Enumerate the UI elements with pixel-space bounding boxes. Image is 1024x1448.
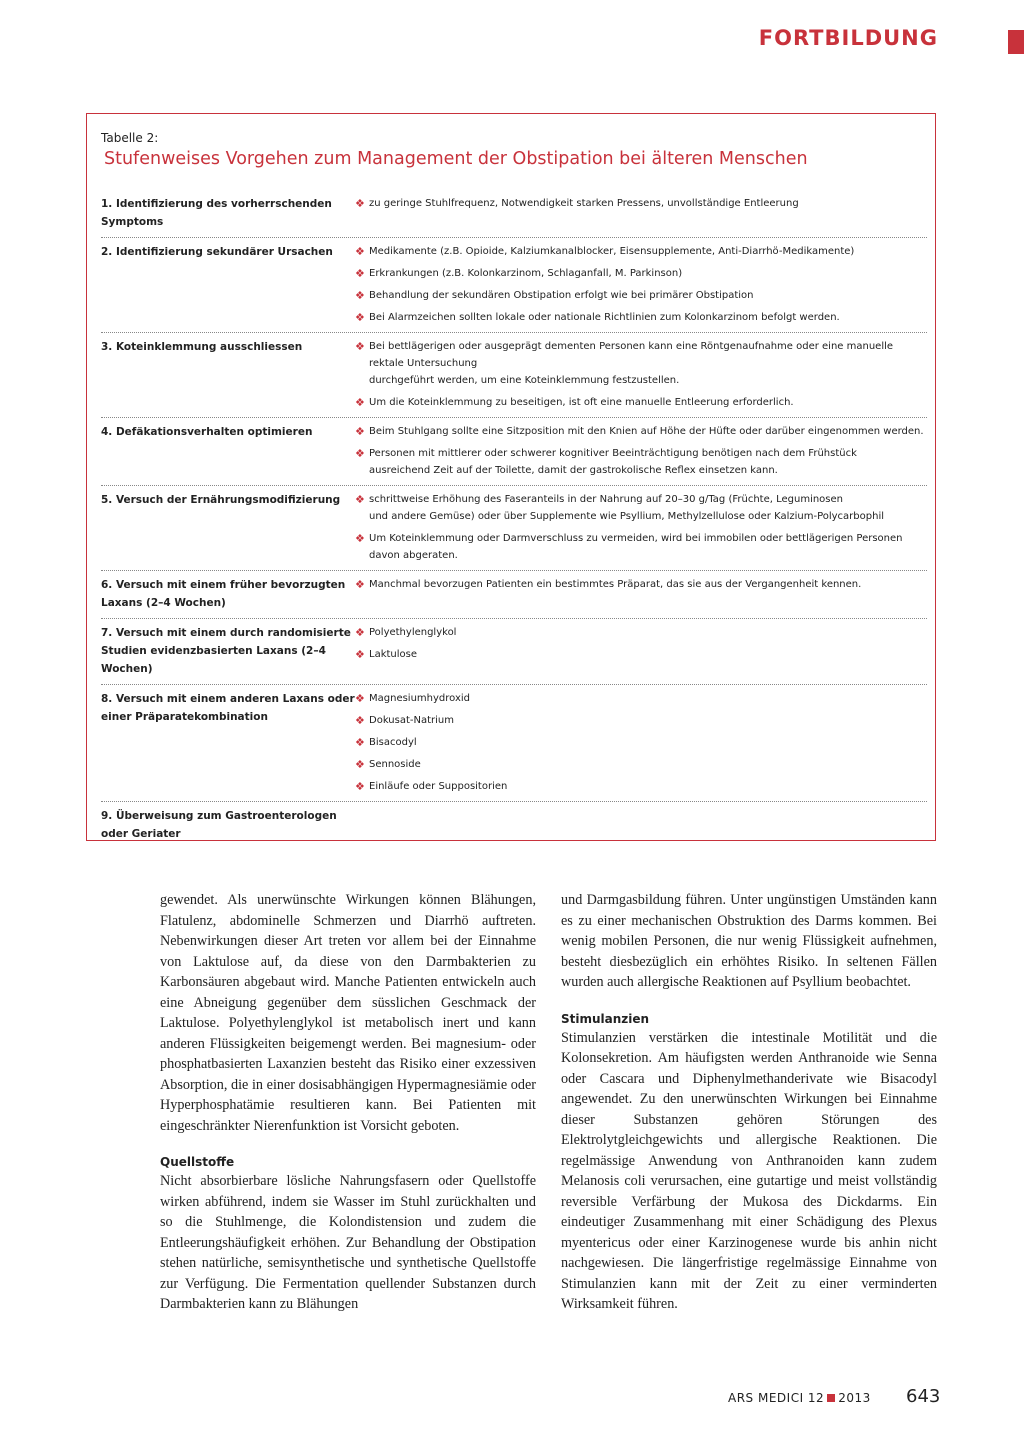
bullet-item — [355, 491, 927, 525]
bullet-item — [355, 287, 927, 304]
bullet-text: Um Koteinklemmung oder Darmverschluss zu vermeiden, wird bei immobilen oder bettlägerigen Personen davon abgeraten. — [369, 533, 903, 561]
step-label: 3. Koteinklemmung ausschliessen — [101, 341, 303, 353]
bullet-text: Beim Stuhlgang sollte eine Sitzposition mit den Knien auf Höhe der Hüfte oder darüber eingenommen werden. — [369, 426, 924, 437]
table-row — [101, 571, 927, 619]
diamond-bullet-icon: ❖ — [355, 267, 365, 280]
bullet-list — [355, 807, 927, 843]
bullet-text: Laktulose — [369, 649, 418, 660]
footer-square-icon — [827, 1394, 835, 1402]
table-row — [101, 619, 927, 685]
table-title: Stufenweises Vorgehen zum Management der Obstipation bei älteren Menschen — [104, 149, 808, 169]
diamond-bullet-icon: ❖ — [355, 425, 365, 438]
bullet-item — [355, 445, 927, 479]
paragraph: gewendet. Als unerwünschte Wirkungen können Blähungen, Flatulenz, abdominelle Schmerzen und Diarrhö auftreten. Nebenwirkungen dieser Art treten vor allem bei der Einnahme von Laktulose auf, da diese von den Darmbakterien zu Karbonsäuren abgebaut wird. Manche Patienten entwickeln auch eine Abneigung gegenüber dem süsslichen Geschmack der Laktulose. Polyethylenglykol ist metabolisch inert und kann anderen Flüssigkeiten beigemengt werden. Bei magnesium- oder phosphatbasierten Laxanzien besteht das Risiko einer exzessiven Absorption, die in einer dosisabhängigen Hypermagnesiämie oder Hyperphosphatämie resultieren kann. Bei Patienten mit eingeschränkter Nierenfunktion ist Vorsicht geboten. — [160, 892, 536, 1134]
diamond-bullet-icon: ❖ — [355, 447, 365, 460]
journal-footer — [728, 1391, 871, 1405]
bullet-list — [355, 195, 927, 231]
page-number: 643 — [906, 1386, 941, 1407]
bullet-list — [355, 690, 927, 795]
bullet-item — [355, 423, 927, 440]
bullet-item — [355, 624, 927, 641]
diamond-bullet-icon: ❖ — [355, 493, 365, 506]
table-row — [101, 333, 927, 418]
diamond-bullet-icon: ❖ — [355, 245, 365, 258]
bullet-text: Dokusat-Natrium — [369, 715, 455, 726]
bullet-item — [355, 646, 927, 663]
diamond-bullet-icon: ❖ — [355, 289, 365, 302]
step-label: 8. Versuch mit einem anderen Laxans oder einer Präparatekombination — [101, 693, 355, 723]
bullet-text: zu geringe Stuhlfrequenz, Notwendigkeit starken Pressens, unvollständige Entleerung — [369, 198, 799, 209]
bullet-text: Um die Koteinklemmung zu beseitigen, ist oft eine manuelle Entleerung erforderlich. — [369, 397, 794, 408]
step-label: 1. Identifizierung des vorherrschenden Symptoms — [101, 198, 332, 228]
bullet-list — [355, 243, 927, 326]
paragraph: Nicht absorbierbare lösliche Nahrungsfasern oder Quellstoffe wirken abführend, indem sie Wasser im Stuhl zurückhalten und so die Stuhlmenge, die Kolondistension und zudem die Entleerungshäufigkeit erhöhen. Zur Behandlung der Obstipation stehen natürliche, semisynthetische und synthetische Quellstoffe zur Verfügung. Die Fermentation quellender Substanzen durch Darmbakterien kann zu Blähungen — [160, 1173, 536, 1312]
bullet-text: Magnesiumhydroxid — [369, 693, 471, 704]
step-label: 4. Defäkationsverhalten optimieren — [101, 426, 313, 438]
diamond-bullet-icon: ❖ — [355, 780, 365, 793]
bullet-list — [355, 423, 927, 479]
bullet-text: Polyethylenglykol — [369, 627, 457, 638]
bullet-item — [355, 265, 927, 282]
bullet-item — [355, 756, 927, 773]
bullet-list — [355, 576, 927, 612]
table-row — [101, 418, 927, 486]
bullet-item — [355, 778, 927, 795]
bullet-text: schrittweise Erhöhung des Faseranteils in der Nahrung auf 20–30 g/Tag (Früchte, Leguminosen und andere Gemüse) oder über Supplemente wie Psyllium, Methylzellulose oder Kalzium-Polycarbophil — [369, 494, 884, 522]
bullet-item — [355, 243, 927, 260]
diamond-bullet-icon: ❖ — [355, 758, 365, 771]
bullet-text: Bei bettlägerigen oder ausgeprägt dementen Personen kann eine Röntgenaufnahme oder eine manuelle rektale Untersuchung durchgeführt werden, um eine Koteinklemmung festzustellen. — [369, 341, 894, 386]
bullet-text: Erkrankungen (z.B. Kolonkarzinom, Schlaganfall, M. Parkinson) — [369, 268, 683, 279]
diamond-bullet-icon: ❖ — [355, 736, 365, 749]
bullet-item — [355, 338, 927, 389]
bullet-text: Behandlung der sekundären Obstipation erfolgt wie bei primärer Obstipation — [369, 290, 754, 301]
diamond-bullet-icon: ❖ — [355, 532, 365, 545]
diamond-bullet-icon: ❖ — [355, 197, 365, 210]
bullet-text: Sennoside — [369, 759, 421, 770]
bullet-list — [355, 624, 927, 678]
journal-year: 2013 — [838, 1391, 871, 1405]
bullet-text: Bei Alarmzeichen sollten lokale oder nationale Richtlinien zum Kolonkarzinom befolgt werden. — [369, 312, 840, 323]
bullet-item — [355, 690, 927, 707]
diamond-bullet-icon: ❖ — [355, 311, 365, 324]
section-label: FORTBILDUNG — [758, 26, 938, 50]
bullet-text: Medikamente (z.B. Opioide, Kalziumkanalblocker, Eisensupplemente, Anti-Diarrhö-Medikamente) — [369, 246, 855, 257]
bullet-text: Manchmal bevorzugen Patienten ein bestimmtes Präparat, das sie aus der Vergangenheit kennen. — [369, 579, 862, 590]
bullet-item — [355, 712, 927, 729]
section-color-bar — [1008, 30, 1024, 54]
table-row — [101, 802, 927, 849]
step-label: 2. Identifizierung sekundärer Ursachen — [101, 246, 333, 258]
step-label: 9. Überweisung zum Gastroenterologen oder Geriater — [101, 810, 337, 840]
step-label: 5. Versuch der Ernährungsmodifizierung — [101, 494, 341, 506]
diamond-bullet-icon: ❖ — [355, 692, 365, 705]
subheading-quellstoffe: Quellstoffe — [160, 1155, 235, 1169]
step-label: 7. Versuch mit einem durch randomisierte Studien evidenzbasierten Laxans (2–4 Wochen) — [101, 627, 351, 675]
journal-name: ARS MEDICI 12 — [728, 1391, 825, 1405]
diamond-bullet-icon: ❖ — [355, 648, 365, 661]
table-row — [101, 190, 927, 238]
bullet-list — [355, 338, 927, 411]
subheading-stimulanzien: Stimulanzien — [561, 1011, 650, 1026]
table-row — [101, 238, 927, 333]
table-2 — [86, 113, 936, 841]
table-row — [101, 685, 927, 802]
bullet-item — [355, 576, 927, 593]
diamond-bullet-icon: ❖ — [355, 714, 365, 727]
table-rows — [101, 190, 927, 849]
bullet-item — [355, 734, 927, 751]
bullet-item — [355, 309, 927, 326]
bullet-text: Einläufe oder Suppositorien — [369, 781, 508, 792]
bullet-text: Bisacodyl — [369, 737, 417, 748]
bullet-item — [355, 530, 927, 564]
bullet-item — [355, 195, 927, 212]
text-column-left — [160, 890, 536, 1315]
bullet-list — [355, 491, 927, 564]
paragraph: und Darmgasbildung führen. Unter ungünstigen Umständen kann es zu einer mechanischen Obstruktion des Darms kommen. Bei wenig mobilen Personen, die nur wenig Flüssigkeit aufnehmen, besteht diesbezüglich ein erhöhtes Risiko. In seltenen Fällen wurden auch allergische Reaktionen auf Psyllium beobachtet. — [561, 892, 937, 990]
diamond-bullet-icon: ❖ — [355, 396, 365, 409]
step-label: 6. Versuch mit einem früher bevorzugten Laxans (2–4 Wochen) — [101, 579, 346, 609]
bullet-text: Personen mit mittlerer oder schwerer kognitiver Beeinträchtigung benötigen nach dem Frühstück ausreichend Zeit auf der Toilette, damit der gastrokolische Reflex einsetzen kann. — [369, 448, 857, 476]
table-caption: Tabelle 2: — [101, 131, 159, 145]
paragraph: Stimulanzien verstärken die intestinale Motilität und die Kolonsekretion. Am häufigsten werden Anthranoide wie Senna oder Cascara und Diphenylmethanderivate wie Bisacodyl angewendet. Zu den unerwünschten Wirkungen bei Einnahme dieser Substanzen gehören Störungen des Elektrolytgleichgewichts und allergische Reaktionen. Die regelmässige Anwendung von Anthranoiden kann zudem Melanosis coli verursachen, eine gutartige und meist vollständig reversible Verfärbung der Mukosa des Dickdarms. Ein eindeutiger Zusammenhang mit einer Schädigung des Plexus myentericus oder einer Karzinogenese wurde bis anhin nicht nachgewiesen. Die längerfristige regelmässige Einnahme von Stimulanzien kann mit der Zeit zu einer verminderten Wirksamkeit führen. — [561, 1029, 937, 1312]
diamond-bullet-icon: ❖ — [355, 340, 365, 353]
diamond-bullet-icon: ❖ — [355, 578, 365, 591]
bullet-item — [355, 394, 927, 411]
text-column-right — [561, 890, 937, 1315]
diamond-bullet-icon: ❖ — [355, 626, 365, 639]
table-row — [101, 486, 927, 571]
